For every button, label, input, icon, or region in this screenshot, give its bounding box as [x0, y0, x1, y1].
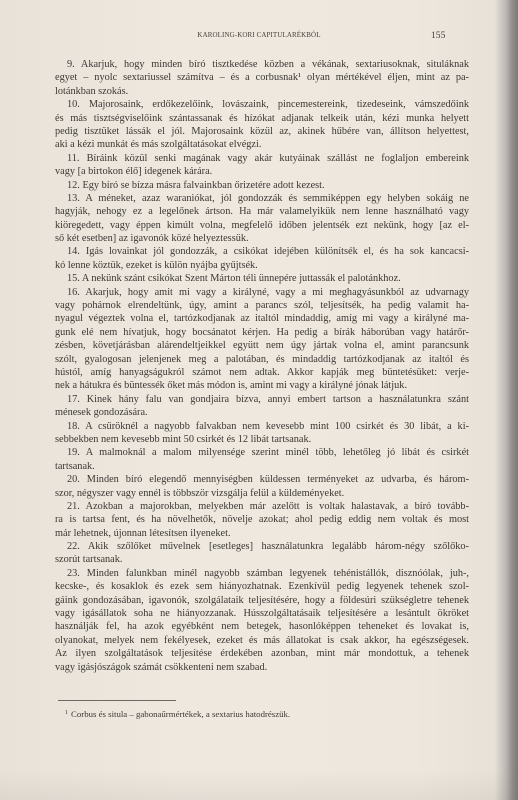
text-line-content: zésben, követjárásban alárendeltjeikkel együtt nem úgy jártak volna el, amint parancsunk: [55, 340, 469, 352]
text-line: [55, 286, 469, 299]
text-line-content: szorút tartsanak.: [55, 554, 123, 566]
text-line: [55, 366, 469, 379]
text-line-content: 11. Bíráink közül senki magának vagy akár kutyáinak szállást ne foglaljon embereink: [67, 152, 469, 164]
text-line: [55, 406, 469, 419]
text-line-content: 21. Azokban a majorokban, melyekben már azelőtt is voltak halastavak, a bíró tovább-: [67, 500, 469, 512]
text-line: [55, 259, 469, 272]
text-line: [55, 272, 469, 285]
text-line-content: nyagul végeztek volna el, tartózkodjanak az italtól mindaddig, amíg mi vagy a királyné ma-: [55, 313, 469, 325]
text-line-content: hústól, amíg hanyagságukról számot nem adtak. Akkor kapják meg büntetésüket: verje-: [55, 366, 469, 378]
footnote-text: Corbus és situla – gabonaűrmértékek, a sextarius hatodrészük.: [71, 709, 291, 719]
text-line-content: kecske-, és kosaklok és ezek sem hiányozhatnak. Ezenkívül pedig legyenek tehenek szol-: [55, 581, 469, 593]
text-line: [55, 326, 469, 339]
text-line: [55, 312, 469, 325]
body-text: [55, 58, 469, 674]
text-line-content: vagy igásállatok soha ne hiányozzanak. Hússzolgáltatásaik teljesítésére a lesántult ökröket: [55, 608, 469, 620]
text-line: [55, 527, 469, 540]
paragraph: [55, 286, 469, 393]
text-line-content: egyet – nyolc sextariussel számítva – és a corbusnak¹ olyan mértékével éljen, mint az pa-: [55, 72, 469, 84]
text-line: [55, 353, 469, 366]
text-line-content: ménesek gondozására.: [55, 407, 148, 419]
footnote-marker: 1: [65, 710, 68, 716]
text-line: [55, 71, 469, 84]
text-line: [55, 540, 469, 553]
text-line-content: nek a hátukra és büntessék őket más módon is, amint mi vagy a királyné jónak látjuk.: [55, 380, 408, 392]
text-line: [55, 125, 469, 138]
text-line-content: vagy igásjószágok számát csökkenteni nem szabad.: [55, 661, 268, 673]
text-line: [55, 205, 469, 218]
text-line: [55, 460, 469, 473]
footnote: [65, 708, 290, 720]
text-line: [55, 661, 469, 674]
text-line-content: aki a kézi munkát és más szolgáltatásokat elvégzi.: [55, 139, 262, 151]
text-line: [55, 245, 469, 258]
text-line-content: gunk elé nem hívatjuk, hogy bocsánatot kérjen. Ha pedig a bírák háborúban vagy határőr-: [55, 326, 469, 338]
text-line-content: 18. A csűröknél a nagyobb falvakban nem kevesebb mint 100 csirkét és 30 libát, a ki-: [67, 420, 469, 432]
text-line: [55, 379, 469, 392]
text-line: [55, 58, 469, 71]
text-line: [55, 487, 469, 500]
text-line-content: és más tisztségviselőink szántassanak és hízókat adjanak telkeik után, kézi munka helyett: [55, 112, 469, 124]
text-line: [55, 138, 469, 151]
text-line-content: 14. Igás lovainkat jól gondozzák, a csikókat idejében különítsék el, és ha sok kancacsi-: [67, 246, 469, 258]
paragraph: [55, 393, 469, 420]
text-line-content: szor, négyszer vagy ennél is többször vizsgálja felül a küldeményeket.: [55, 487, 345, 499]
text-line-content: 23. Minden falunkban minél nagyobb számban legyenek tehénistállók, disznóólak, juh-,: [67, 567, 469, 579]
text-line: [55, 192, 469, 205]
text-line: [55, 580, 469, 593]
text-line: [55, 500, 469, 513]
text-line: [55, 112, 469, 125]
text-line: [55, 553, 469, 566]
text-line-content: 9. Akarjuk, hogy minden bíró tisztkedése közben a vékának, sextariusoknak, situláknak: [67, 59, 469, 70]
paragraph: [55, 567, 469, 674]
paragraph: [55, 179, 469, 192]
paragraph: [55, 98, 469, 152]
text-line: [55, 152, 469, 165]
text-line-content: sebbekben nem kevesebb mint 50 csirkét és 12 libát tartsanak.: [55, 433, 312, 445]
text-line-content: szólt, gyalogosan jelenjenek meg a palotában, és mindaddig tartózkodjanak az italtól és: [55, 353, 469, 365]
paragraph: [55, 540, 469, 567]
paragraph: [55, 500, 469, 540]
text-line-content: tartsanak.: [55, 460, 95, 472]
text-line: [55, 393, 469, 406]
paragraph: [55, 446, 469, 473]
paragraph: [55, 152, 469, 179]
text-line-content: Az ilyen szolgáltatások teljesítése érdekében azonban, mint már mondottuk, a tehenek: [55, 648, 469, 660]
paragraph: [55, 192, 469, 246]
text-line-content: 15. A nekünk szánt csikókat Szent Márton téli ünnepére juttassák el palotánkhoz.: [67, 273, 401, 285]
text-line-content: 16. Akarjuk, hogy amit mi vagy a királyné, vagy a mi meghagyásunkból az udvarnagy: [67, 286, 469, 298]
paper-bottom-shade: [0, 770, 518, 800]
text-line-content: 13. A méneket, azaz waraniókat, jól gondozzák és semmiképpen egy helyben sokáig ne: [67, 192, 469, 204]
text-line-content: 19. A malmoknál a malom milyensége szerint minél több, lehetőleg jó libát és csirkét: [67, 447, 469, 459]
page-number: 155: [431, 30, 446, 41]
running-title: KAROLING-KORI CAPITULARÉKBÓL: [197, 31, 321, 39]
text-line-content: 20. Minden bíró elegendő mennyiségben küldessen terményeket az udvarba, és három-: [67, 474, 469, 486]
text-line: [55, 446, 469, 459]
footnote-separator: [58, 700, 176, 701]
text-line-content: már lehetnek, újonnan létesítsen ilyeneket.: [55, 527, 231, 539]
text-line-content: kiöregedett, vagy éppen kimúlt volna, megfelelő időben jelentsék ezt nekünk, hogy [az el-: [55, 219, 469, 231]
text-line-content: használják fel, ha azok egyébként nem betegek, hasonlóképpen teheneket és lovakat is,: [55, 621, 469, 633]
paragraph: [55, 420, 469, 447]
text-line: [55, 473, 469, 486]
paragraph: [55, 272, 469, 285]
text-line-content: vagy [a birtokon élő] idegenek kárára.: [55, 166, 213, 178]
text-line: [55, 299, 469, 312]
text-line-content: gáink gondozásában, igavonók, szolgálataik teljesítésére, hogy a földesúri szükségletre tehenek: [55, 594, 469, 606]
text-line-content: olyanokat, melyek nem fekélyesek, ezeket és más állatokat is csak akkor, ha egészségesek.: [55, 634, 469, 646]
paragraph: [55, 58, 469, 98]
text-line-content: lotánkban szokás.: [55, 85, 129, 97]
text-line-content: vagy pohárnok elrendeltünk, úgy, amint a parancs szól, teljesítsék, ha pedig valamit ha-: [55, 300, 469, 312]
text-line-content: ra is tartsa fent, és ha növelhetők, növelje azokat; ahol pedig eddig nem voltak és most: [55, 514, 469, 526]
text-line: [55, 232, 469, 245]
text-line-content: 12. Egy bíró se bízza másra falvainkban őrizetére adott kezest.: [67, 179, 325, 191]
text-line: [55, 98, 469, 111]
text-line: [55, 219, 469, 232]
text-line: [55, 634, 469, 647]
text-line: [55, 433, 469, 446]
text-line: [55, 567, 469, 580]
text-line: [55, 420, 469, 433]
text-line-content: kó lenne köztük, ezeket is külön nyájba gyűjtsék.: [55, 259, 258, 271]
text-line-content: hagyják, nehogy ez a legelőnek ártson. Ha már valamelyikük nem lenne használható vagy: [55, 206, 469, 218]
text-line: [55, 85, 469, 98]
paragraph: [55, 473, 469, 500]
text-line: [55, 165, 469, 178]
text-line-content: ső két esetben] az igavonók közé helyeztessük.: [55, 233, 249, 245]
text-line-content: pedig tisztüket lássák el jól. Majorosaink közül az, akinek hűbére van, állítson helyettest,: [55, 125, 469, 137]
paragraph: [55, 245, 469, 272]
text-line: [55, 607, 469, 620]
text-line: [55, 647, 469, 660]
text-line-content: 10. Majorosaink, erdőkezelőink, lovászaink, pincemestereink, tizedeseink, vámszedőink: [67, 99, 469, 111]
text-line-content: 17. Kinek hány falu van gondjaira bízva, annyi embert tartson a használatunkra szánt: [67, 393, 469, 405]
text-line: [55, 179, 469, 192]
text-line: [55, 594, 469, 607]
text-line: [55, 620, 469, 633]
text-line: [55, 339, 469, 352]
text-line: [55, 513, 469, 526]
text-line-content: 22. Akik szőlőket művelnek [esetleges] használatunkra legalább három-négy szőlőko-: [67, 541, 469, 553]
